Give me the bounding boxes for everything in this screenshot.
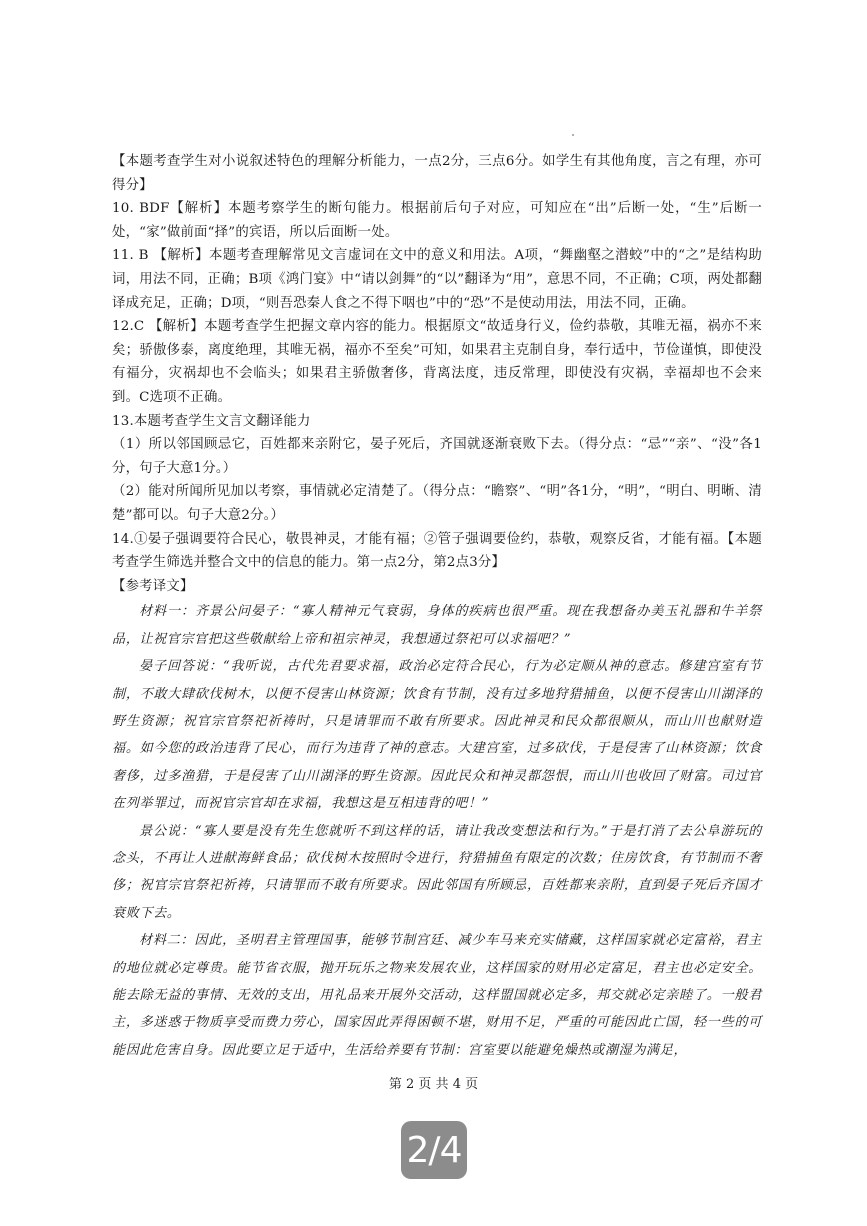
translation-jinggong-reply: 景公说：“寡人要是没有先生您就听不到这样的话，请让我改变想法和行为。”于是打消了去公阜游玩的念头，不再让人进献海鲜食品；砍伐树木按照时令进行，狩猎捕鱼有限定的次数；住房饮食，有节制而不奢侈；祝官宗官祭祀祈祷，只请罪而不敢有所要求。因此邻国有所顾忌，百姓都来亲附，直到晏子死后齐国才衰败下去。 [112, 823, 762, 921]
paragraph-q12: 12.C 【解析】本题考查学生把握文章内容的能力。根据原文“故适身行义，俭约恭敬，其唯无福，祸亦不来矣；骄傲侈泰，离度绝理，其唯无祸，福亦不至矣”可知，如果君主克制自身，奉行适中，节俭谨慎，即使没有福分，灾祸却也不会临头；如果君主骄傲奢侈，背离法度，违反常理，即使没有灾祸，幸福却也不会来到。C选项不正确。 [112, 319, 762, 405]
reference-translation-heading: 【参考译文】 [112, 578, 194, 594]
answer-content [112, 150, 762, 1064]
translation-yanzi-reply: 晏子回答说：“我听说，古代先君要求福，政治必定符合民心，行为必定顺从神的意志。修建宫室有节制，不敢大肆砍伐树木，以便不侵害山林资源；饮食有节制，没有过多地狩猎捕鱼，以便不侵害山川湖泽的野生资源；祝官宗官祭祀祈祷时，只是请罪而不敢有所要求。因此神灵和民众都很顺从，而山川也献财造福。如今您的政治违背了民心，而行为违背了神的意志。大建宫室，过多砍伐，于是侵害了山林资源；饮食奢侈，过多渔猎，于是侵害了山川湖泽的野生资源。因此民众和神灵都怨恨，而山川也收回了财富。司过官在列举罪过，而祝官宗官却在求福，我想这是互相违背的吧！” [112, 659, 762, 812]
translation-material-2: 材料二：因此，圣明君主管理国事，能够节制宫廷、减少车马来充实储藏，这样国家就必定富裕，君主的地位就必定尊贵。能节省衣服，抛开玩乐之物来发展农业，这样国家的财用必定富足，君主也必定安全。能去除无益的事情、无效的支出，用礼品来开展外交活动，这样盟国就必定多，邦交就必定亲睦了。一般君主，多迷惑于物质享受而费力劳心，国家因此弄得困顿不堪，财用不足，严重的可能因此亡国，轻一些的可能因此危害自身。因此要立足于适中，生活给养要有节制：宫室要以能避免燥热或潮湿为满足， [112, 933, 762, 1058]
scan-speck [572, 134, 574, 136]
paragraph-q14: 14.①晏子强调要符合民心，敬畏神灵，才能有福；②管子强调要俭约，恭敬，观察反省，才能有福。【本题考查学生筛选并整合文中的信息的能力。第一点2分，第2点3分】 [112, 531, 762, 571]
paragraph-q13-2: （2）能对所闻所见加以考察，事情就必定清楚了。（得分点：“瞻察”、“明”各1分，“明”，“明白、明晰、清楚”都可以。句子大意2分。） [112, 484, 762, 523]
translation-material-1: 材料一：齐景公问晏子：“寡人精神元气衰弱，身体的疾病也很严重。现在我想备办美玉礼器和牛羊祭品，让祝官宗官把这些敬献给上帝和祖宗神灵，我想通过祭祀可以求福吧？” [112, 604, 762, 647]
page-indicator[interactable]: 2/4 [401, 1121, 467, 1179]
paragraph-q13-1: （1）所以邻国顾忌它，百姓都来亲附它，晏子死后，齐国就逐渐衰败下去。（得分点：“忌”“亲”、“没”各1分，句子大意1分。） [112, 437, 762, 476]
paragraph-q13-title: 13.本题考查学生文言文翻译能力 [112, 413, 311, 429]
paragraph-q11: 11. B 【解析】本题考查理解常见文言虚词在文中的意义和用法。A项，“舞幽壑之潜蛟”中的“之”是结构助词，用法不同，正确；B项《鸿门宴》中“请以剑舞”的“以”翻译为“用”，意思不同，不正确；C项，两处都翻译成充足，正确；D项，“则吾恐秦人食之不得下咽也”中的“恐”不是使动用法，用法不同，正确。 [112, 248, 762, 311]
paragraph-q9-note: 【本题考查学生对小说叙述特色的理解分析能力，一点2分，三点6分。如学生有其他角度，言之有理，亦可得分】 [112, 154, 762, 193]
page-footer: 第 2 页 共 4 页 [388, 1077, 479, 1092]
paragraph-q10: 10. BDF【解析】本题考察学生的断句能力。根据前后句子对应，可知应在“出”后断一处，“生”后断一处，“家”做前面“择”的宾语，所以后面断一处。 [112, 201, 762, 240]
